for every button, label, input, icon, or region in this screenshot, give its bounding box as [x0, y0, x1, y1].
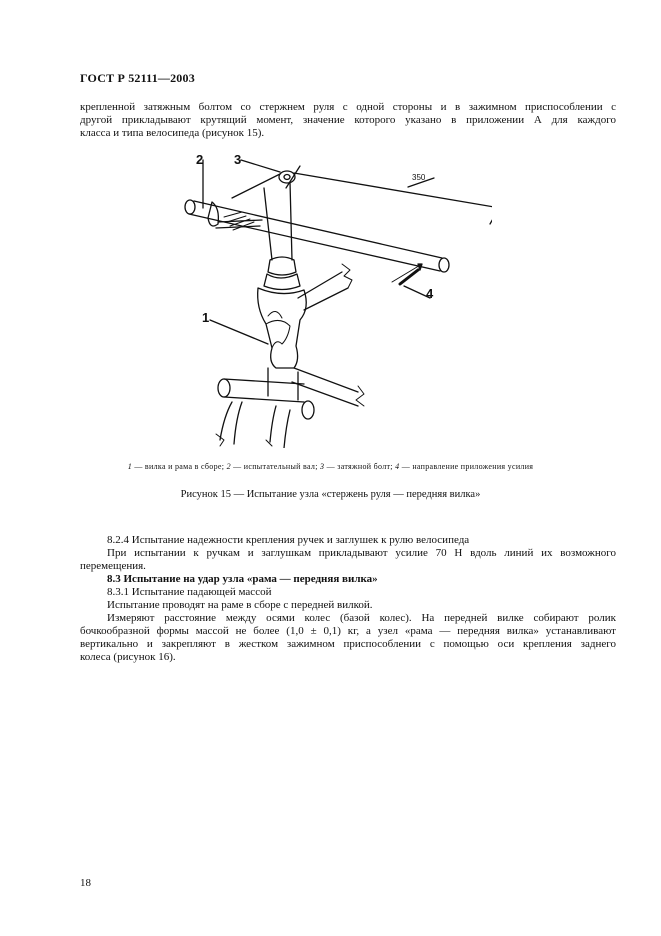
legend-num-4: 4: [395, 462, 400, 471]
stem-collar: [268, 257, 296, 275]
handlebar-tube-end-right: [439, 258, 449, 272]
document-header: ГОСТ Р 52111—2003: [80, 71, 195, 85]
callout-3-leader: [241, 160, 280, 172]
legend-text-4: — направление приложения усилия: [399, 462, 534, 471]
callout-2: 2: [196, 152, 204, 167]
page-number: 18: [80, 877, 91, 889]
dimension-ext-left: [286, 166, 300, 188]
fork-leg-right: [270, 406, 290, 448]
section-8-3-1-text-4: вертикально и закрепляют в жестком зажимном приспособлении с помощью оси крепления заднего: [80, 638, 616, 650]
legend-num-3: 3: [320, 462, 325, 471]
section-8-3-1-title: 8.3.1 Испытание падающей массой: [107, 586, 272, 598]
frame-down-tube: [292, 368, 358, 406]
section-8-3-1-text-3: бочкообразной формы массой не более (1,0 ± 0,1) кг, а узел «рама — передняя вилка» устанавливают: [80, 625, 616, 637]
head-tube: [258, 288, 307, 368]
legend-text-3: — затяжной болт;: [324, 462, 396, 471]
figure-15-drawing: [172, 148, 492, 448]
legend-num-1: 1: [127, 462, 133, 471]
fork-axle-end-left: [218, 379, 230, 397]
legend-text-2: — испытательный вал;: [230, 462, 321, 471]
figure-legend: [60, 462, 601, 471]
section-8-3-heading: 8.3 Испытание на удар узла «рама — передняя вилка»: [107, 573, 378, 585]
dimension-ext-right: [490, 200, 492, 224]
fork-leg-left: [220, 402, 242, 444]
fork-axle-end-right: [302, 401, 314, 419]
intro-line-1: крепленной затяжным болтом со стержнем руля с одной стороны и в зажимном приспособлении с: [80, 101, 616, 113]
section-8-2-4-title: 8.2.4 Испытание надежности крепления ручек и заглушек к рулю велосипеда: [107, 534, 470, 546]
callout-4: 4: [426, 286, 434, 301]
legend-text-1: — вилка и рама в сборе;: [132, 462, 227, 471]
intro-line-3: класса и типа велосипеда (рисунок 15).: [80, 127, 265, 139]
figure-title: Рисунок 15 — Испытание узла «стержень руля — передняя вилка»: [180, 489, 481, 500]
dimension-line: [294, 173, 492, 208]
section-8-2-4-text-1: При испытании к ручкам и заглушкам прикладывают усилие 70 Н вдоль линий их возможного: [107, 547, 616, 559]
section-8-2-4-text-2: перемещения.: [80, 560, 146, 572]
stem-tube: [264, 182, 292, 260]
callout-3: 3: [234, 152, 242, 167]
stem-top-arm: [232, 174, 280, 198]
handlebar-tube: [189, 201, 442, 271]
legend-num-2: 2: [226, 462, 231, 471]
frame-top-tube: [298, 272, 348, 310]
callout-1-leader: [210, 320, 268, 344]
handlebar-tube-end-left: [185, 200, 195, 214]
callout-1: 1: [202, 310, 210, 325]
section-8-3-1-text-2: Измеряют расстояние между осями колес (базой колес). На передней вилке собирают ролик: [107, 612, 616, 624]
section-8-3-1-text-1: Испытание проводят на раме в сборе с передней вилкой.: [107, 599, 373, 611]
dimension-label: 350: [412, 173, 426, 182]
section-8-3-1-text-5: колеса (рисунок 16).: [80, 651, 176, 663]
intro-line-2: другой прикладывают крутящий момент, значение которого указано в приложении А для каждого: [80, 114, 616, 126]
